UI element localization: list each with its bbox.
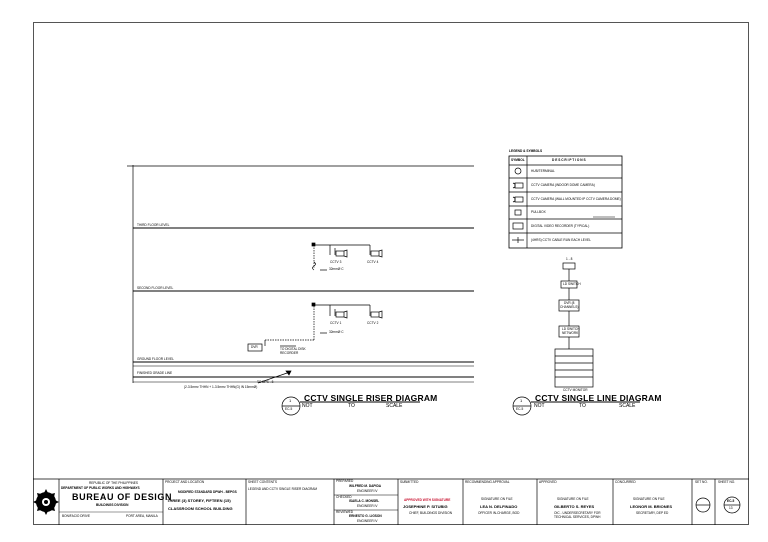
tb-addr-right: PORT AREA, MANILA: [126, 514, 158, 518]
ground-floor-label: GROUND FLOOR LEVEL: [137, 357, 174, 361]
finished-grade-label: FINISHED GRADE LINE: [137, 371, 173, 375]
tb-project-hdr: PROJECT AND LOCATION: [165, 480, 205, 484]
riser-bubble-number: 1: [289, 398, 292, 403]
tb-approved-title-2: TECHNICAL SERVICES, DPWH: [554, 515, 601, 519]
riser-nts-1: NOT: [302, 403, 313, 409]
tb-prep-3-name: ERNESTO G. LIGSON: [349, 514, 382, 518]
tb-project-1: MODIFIED STANDARD DPWH - BEPGS: [178, 490, 237, 494]
tb-approved-title-1: OIC - UNDERSECRETARY FOR: [554, 511, 601, 515]
riser-diagram-title: CCTV SINGLE RISER DIAGRAM: [304, 393, 438, 403]
sl-network-label-1: LD SWITCH: [562, 327, 580, 331]
tb-concurred-hdr: CONCURRED: [615, 480, 636, 484]
tb-concurred-title: SECRETARY, DEP ED: [636, 511, 669, 515]
tb-approved-name: GILBERTO S. REYES: [554, 504, 595, 509]
sl-rack-label: CCTV MONITOR: [563, 388, 588, 392]
tb-sheet-contents: LEGEND AND CCTV SINGLE RISER DIAGRAM: [248, 487, 318, 491]
tb-prep-3-title: ENGINEER IV: [357, 519, 378, 523]
tb-addr-left: BONIFACIO DRIVE: [62, 514, 90, 518]
tb-prep-2-title: ENGINEER IV: [357, 504, 378, 508]
tb-submitted-hdr: SUBMITTED: [400, 480, 419, 484]
third-floor-label: THIRD FLOOR LEVEL: [137, 223, 170, 227]
tb-prep-1-title: ENGINEER IV: [357, 489, 378, 493]
dpwh-seal-icon: [33, 489, 59, 515]
sl-nts-2: TO: [579, 403, 586, 409]
tb-recommending-name: LEA N. DELFINADO: [480, 504, 518, 509]
tb-recommending-top: SIGNATURE ON FILE: [481, 497, 513, 501]
sl-dvr-label-2: CHANNELS): [560, 305, 579, 309]
sl-dvr-label-1: DVR (8: [564, 301, 575, 305]
sl-bubble-number: 1: [520, 398, 523, 403]
legend-title: LEGEND & SYMBOLS: [509, 149, 543, 153]
sl-nts-1: NOT: [534, 403, 545, 409]
dvr-note-1: TO DIGITAL DISK: [280, 347, 306, 351]
tb-division: BUILDINGS DIVISION: [96, 503, 129, 507]
tb-submitted-name: JOSEPHINE P. SITUBIG: [403, 504, 448, 509]
sl-top-label: 1 - 8: [566, 257, 573, 261]
dps-note-2: (2-3.5mm² THHN + 1-3.5mm² THHN(G) IN 15mmØ): [184, 385, 258, 389]
sl-switch-label: LD SWITCH: [563, 282, 581, 286]
tb-recommending-hdr: RECOMMENDING APPROVAL: [465, 480, 510, 484]
legend-row-4: PULLBOX: [531, 210, 546, 214]
legend-row-3: CCTV CAMERA (WALL MOUNTED IP CCTV CAMERA DOME): [531, 197, 621, 201]
tb-submitted-title: CHIEF, BUILDINGS DIVISION: [409, 511, 453, 515]
single-line-diagram-title: CCTV SINGLE LINE DIAGRAM: [535, 393, 662, 403]
tb-prep-2-name: ISAELA C. MONSEL: [349, 499, 380, 503]
sl-nts-3: SCALE: [619, 403, 636, 409]
sl-bubble-ref: EC-5: [516, 407, 524, 411]
legend-col-desc: D E S C R I P T I O N S: [552, 158, 586, 162]
tb-sheetno-hdr: SHEET NO.: [718, 480, 736, 484]
tb-prep-1-name: WILFRED M. DAPIDA: [349, 484, 382, 488]
tb-prep-2-role: CHECKED: [336, 495, 352, 499]
tb-sheet-hdr: SHEET CONTENTS: [248, 480, 277, 484]
sl-network-label-2: NETWORK: [562, 331, 579, 335]
tb-sheet-of: 13: [729, 506, 733, 510]
riser-nts-2: TO: [348, 403, 355, 409]
tb-concurred-top: SIGNATURE ON FILE: [633, 497, 665, 501]
tb-sheet-code: EC-5: [727, 499, 735, 503]
tb-project-3: CLASSROOM SCHOOL BUILDING: [168, 506, 233, 511]
tb-setno-hdr: SET NO.: [695, 480, 708, 484]
legend-row-1: HUB/TERMINAL: [531, 169, 555, 173]
dvr-box-label: DVR: [251, 345, 258, 349]
legend-col-symbol: SYMBOL: [511, 158, 525, 162]
tb-bureau: BUREAU OF DESIGN: [72, 492, 173, 502]
tb-republic: REPUBLIC OF THE PHILIPPINES: [89, 481, 139, 485]
tb-prep-1-role: PREPARED: [336, 479, 354, 483]
riser-bubble-ref: EC-5: [285, 407, 293, 411]
legend-row-5: DIGITAL VIDEO RECORDER (TYPICAL): [531, 224, 590, 228]
second-floor-label: SECOND FLOOR LEVEL: [137, 286, 174, 290]
tb-recommending-title: OFFICER IN-CHARGE, BOD: [478, 511, 520, 515]
tb-concurred-name: LEONOR M. BRIONES: [630, 504, 673, 509]
tb-prep-3-role: REVIEWED: [336, 510, 354, 514]
tb-approved-hdr: APPROVED: [539, 480, 557, 484]
tb-submitted-red: APPROVED WITH SIGNATURE: [404, 498, 451, 502]
conduit-upper-label: 32mmØ C: [329, 267, 344, 271]
legend-row-2: CCTV CAMERA (INDOOR DOME CAMERA): [531, 183, 595, 187]
dps-note-1: TO DPS - 8: [257, 380, 274, 384]
cctv-3-label: CCTV 3: [330, 260, 342, 264]
cctv-4-label: CCTV 4: [367, 260, 379, 264]
conduit-lower-label: 32mmØ C: [329, 330, 344, 334]
legend-row-6: (4HRS) CCTV CABLE RUN EACH LEVEL: [531, 238, 591, 242]
riser-nts-3: SCALE: [386, 403, 403, 409]
cctv-2-label: CCTV 2: [367, 321, 379, 325]
tb-dept: DEPARTMENT OF PUBLIC WORKS AND HIGHWAYS: [61, 486, 140, 490]
dvr-note-2: RECORDER: [280, 351, 299, 355]
tb-approved-top: SIGNATURE ON FILE: [557, 497, 589, 501]
cctv-1-label: CCTV 1: [330, 321, 342, 325]
tb-project-2: THREE (3) STOREY, FIFTEEN (15): [167, 498, 231, 503]
